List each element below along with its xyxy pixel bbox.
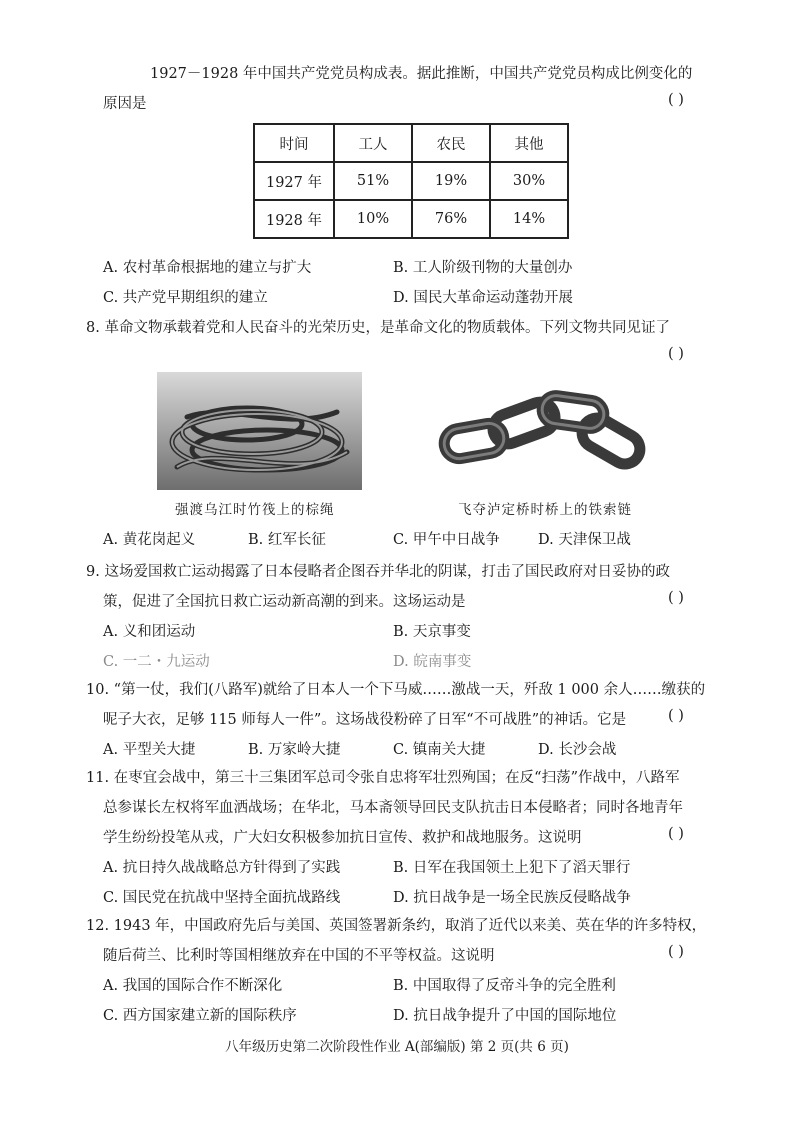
q7-option-c: C. 共产党早期组织的建立 — [103, 290, 268, 306]
table-cell: 1927 年 — [254, 162, 334, 200]
q8-option-a: A. 黄花岗起义 — [103, 532, 196, 548]
q8-option-c: C. 甲午中日战争 — [393, 532, 500, 548]
palm-rope-caption: 强渡乌江时竹筏上的棕绳 — [175, 502, 335, 518]
q7-option-a: A. 农村革命根据地的建立与扩大 — [103, 260, 312, 276]
q7-stem-line1: 1927－1928 年中国共产党党员构成表。据此推断，中国共产党党员构成比例变化的 — [150, 66, 693, 82]
table-row — [254, 200, 568, 238]
q7-option-d: D. 国民大革命运动蓬勃开展 — [393, 290, 573, 306]
q10-option-c: C. 镇南关大捷 — [393, 742, 486, 758]
q9-option-c: C. 一二・九运动 — [103, 654, 210, 670]
q10-option-d: D. 长沙会战 — [538, 742, 617, 758]
q12-option-a: A. 我国的国际合作不断深化 — [103, 978, 283, 994]
q8-option-b: B. 红军长征 — [248, 532, 326, 548]
q9-stem-line1: 9. 这场爱国救亡运动揭露了日本侵略者企图吞并华北的阴谋，打击了国民政府对日妥协的政 — [86, 564, 670, 580]
q8-answer-bracket: ( ) — [668, 346, 684, 362]
palm-rope-photo — [157, 372, 362, 490]
q9-option-b: B. 天京事变 — [393, 624, 471, 640]
q8-option-d: D. 天津保卫战 — [538, 532, 631, 548]
q7-stem-line2: 原因是 — [103, 96, 147, 112]
q11-stem-line3: 学生纷纷投笔从戎，广大妇女积极参加抗日宣传、救护和战地服务。这说明 — [103, 830, 582, 846]
q11-stem-line1: 11. 在枣宜会战中，第三十三集团军总司令张自忠将军壮烈殉国；在反“扫荡”作战中，八路军 — [86, 770, 680, 786]
q11-stem-line2: 总参谋长左权将军血洒战场；在华北，马本斋领导回民支队抗击日本侵略者；同时各地青年 — [103, 800, 683, 816]
table-cell: 10% — [334, 200, 412, 238]
table-cell: 51% — [334, 162, 412, 200]
q9-stem-line2: 策，促进了全国抗日救亡运动新高潮的到来。这场运动是 — [103, 594, 466, 610]
table-header-cell: 工人 — [334, 124, 412, 162]
q12-stem-line2: 随后荷兰、比利时等国相继放弃在中国的不平等权益。这说明 — [103, 948, 495, 964]
q7-answer-bracket: ( ) — [668, 92, 684, 108]
q9-option-d: D. 皖南事变 — [393, 654, 472, 670]
q11-option-c: C. 国民党在抗战中坚持全面抗战路线 — [103, 890, 341, 906]
table-header-row — [254, 124, 568, 162]
table-header-cell: 农民 — [412, 124, 490, 162]
q10-stem-line2: 呢子大衣，足够 115 师每人一件”。这场战役粉碎了日军“不可战胜”的神话。它是 — [103, 712, 627, 728]
table-header-cell: 其他 — [490, 124, 568, 162]
table-cell: 1928 年 — [254, 200, 334, 238]
q9-answer-bracket: ( ) — [668, 590, 684, 606]
table-cell: 30% — [490, 162, 568, 200]
q10-option-a: A. 平型关大捷 — [103, 742, 196, 758]
q11-option-a: A. 抗日持久战战略总方针得到了实践 — [103, 860, 341, 876]
q12-option-c: C. 西方国家建立新的国际秩序 — [103, 1008, 297, 1024]
q10-option-b: B. 万家岭大捷 — [248, 742, 341, 758]
q11-option-b: B. 日军在我国领土上犯下了滔天罪行 — [393, 860, 631, 876]
table-row — [254, 162, 568, 200]
page-footer: 八年级历史第二次阶段性作业 A(部编版) 第 2 页(共 6 页) — [225, 1039, 569, 1055]
q12-option-d: D. 抗日战争提升了中国的国际地位 — [393, 1008, 617, 1024]
q11-option-d: D. 抗日战争是一场全民族反侵略战争 — [393, 890, 631, 906]
q11-answer-bracket: ( ) — [668, 826, 684, 842]
table-header-cell: 时间 — [254, 124, 334, 162]
q12-stem-line1: 12. 1943 年，中国政府先后与美国、英国签署新条约，取消了近代以来美、英在华的许多特权， — [86, 918, 707, 934]
party-composition-table — [253, 123, 569, 239]
q10-stem-line1: 10. “第一仗，我们(八路军)就给了日本人一个下马威……激战一天，歼敌 1 000 余人……缴获的 — [86, 682, 706, 698]
iron-chain-caption: 飞夺泸定桥时桥上的铁索链 — [458, 502, 632, 518]
q12-option-b: B. 中国取得了反帝斗争的完全胜利 — [393, 978, 616, 994]
iron-chain-photo — [432, 378, 662, 490]
table-cell: 19% — [412, 162, 490, 200]
q9-option-a: A. 义和团运动 — [103, 624, 196, 640]
table-cell: 14% — [490, 200, 568, 238]
q7-option-b: B. 工人阶级刊物的大量创办 — [393, 260, 573, 276]
q12-answer-bracket: ( ) — [668, 944, 684, 960]
q10-answer-bracket: ( ) — [668, 708, 684, 724]
q8-stem: 8. 革命文物承载着党和人民奋斗的光荣历史，是革命文化的物质载体。下列文物共同见证了 — [86, 320, 670, 336]
table-cell: 76% — [412, 200, 490, 238]
